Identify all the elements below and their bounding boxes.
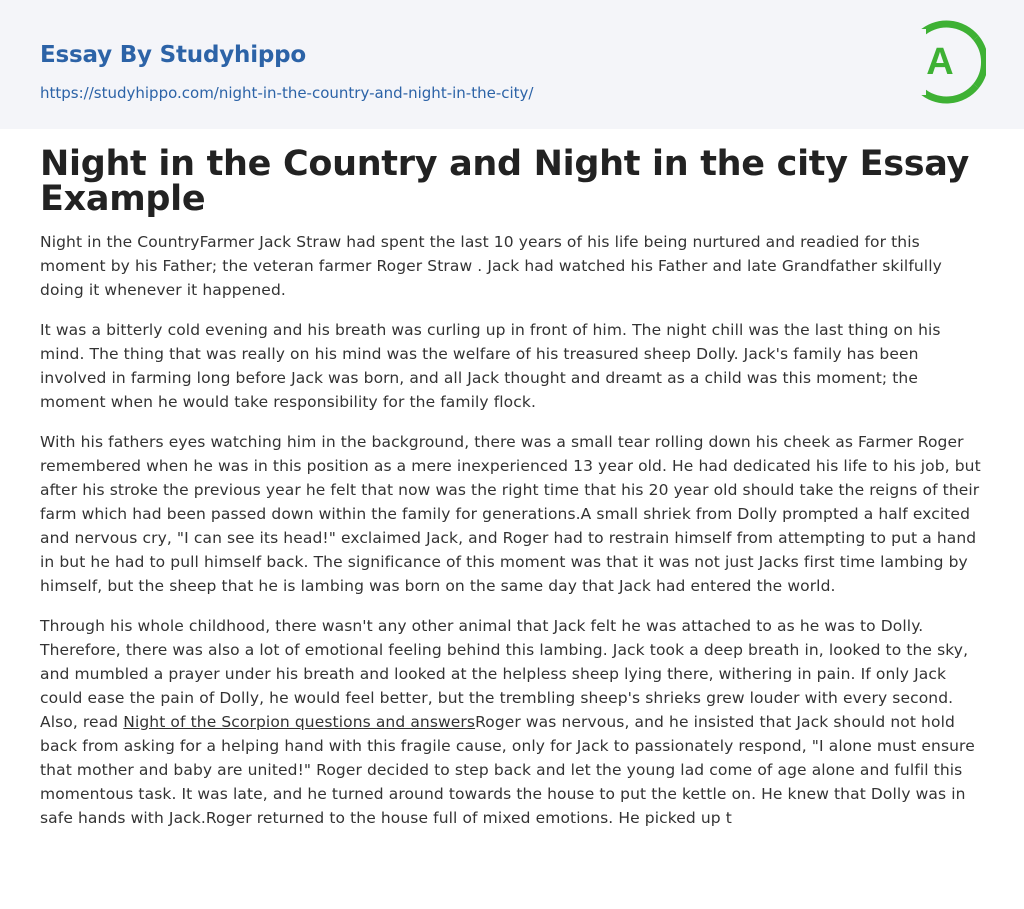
paragraph-4-text-before: Through his whole childhood, there wasn't any other animal that Jack felt he was attached to as he was to Dolly. Therefore, there was also a lot of emotional feeling behind this lambing. Jack took a deep breath in, looked to the sky, and mumbled a prayer under his breath and looked at the helpless sheep lying there, withering in pain. If only Jack could ease the pain of Dolly, he would feel better, but the trembling sheep's shrieks grew louder with every second. Also, read [40, 617, 969, 731]
article [0, 129, 1024, 830]
logo-letter: A [926, 41, 954, 83]
site-header [0, 0, 1024, 129]
paragraph-4 [40, 614, 984, 830]
page-title: Night in the Country and Night in the city Essay Example [40, 144, 970, 219]
paragraph-4-text-after: Roger was nervous, and he insisted that Jack should not hold back from asking for a helping hand with this fragile cause, only for Jack to passionately respond, "I alone must ensure that mother and baby are united!" Roger decided to step back and let the young lad come of age alone and fulfil this momentous task. It was late, and he turned around towards the house to put the kettle on. He knew that Dolly was in safe hands with Jack.Roger returned to the house full of mixed emotions. He picked up t [40, 713, 975, 827]
source-url-link[interactable]: https://studyhippo.com/night-in-the-country-and-night-in-the-city/ [40, 84, 534, 102]
paragraph-2: It was a bitterly cold evening and his breath was curling up in front of him. The night chill was the last thing on his mind. The thing that was really on his mind was the welfare of his treasured sheep Dolly. Jack's family has been involved in farming long before Jack was born, and all Jack thought and dreamt as a child was this moment; the moment when he would take responsibility for the family flock. [40, 321, 941, 411]
paragraph-1: Night in the CountryFarmer Jack Straw had spent the last 10 years of his life being nurtured and readied for this moment by his Father; the veteran farmer Roger Straw . Jack had watched his Father and late Grandfather skilfully doing it whenever it happened. [40, 233, 942, 299]
site-brand[interactable]: Essay By Studyhippo [40, 42, 307, 68]
studyhippo-logo-icon[interactable] [912, 19, 986, 105]
related-essay-link[interactable]: Night of the Scorpion questions and answers [123, 713, 476, 731]
paragraph-3: With his fathers eyes watching him in the background, there was a small tear rolling down his cheek as Farmer Roger remembered when he was in this position as a mere inexperienced 13 year old. He had dedicated his life to his job, but after his stroke the previous year he felt that now was the right time that his 20 year old should take the reigns of their farm which had been passed down within the family for generations.A small shriek from Dolly prompted a half excited and nervous cry, "I can see its head!" exclaimed Jack, and Roger had to restrain himself from attempting to put a hand in but he had to pull himself back. The significance of this moment was that it was not just Jacks first time lambing by himself, but the sheep that he is lambing was born on the same day that Jack had entered the world. [40, 433, 981, 595]
